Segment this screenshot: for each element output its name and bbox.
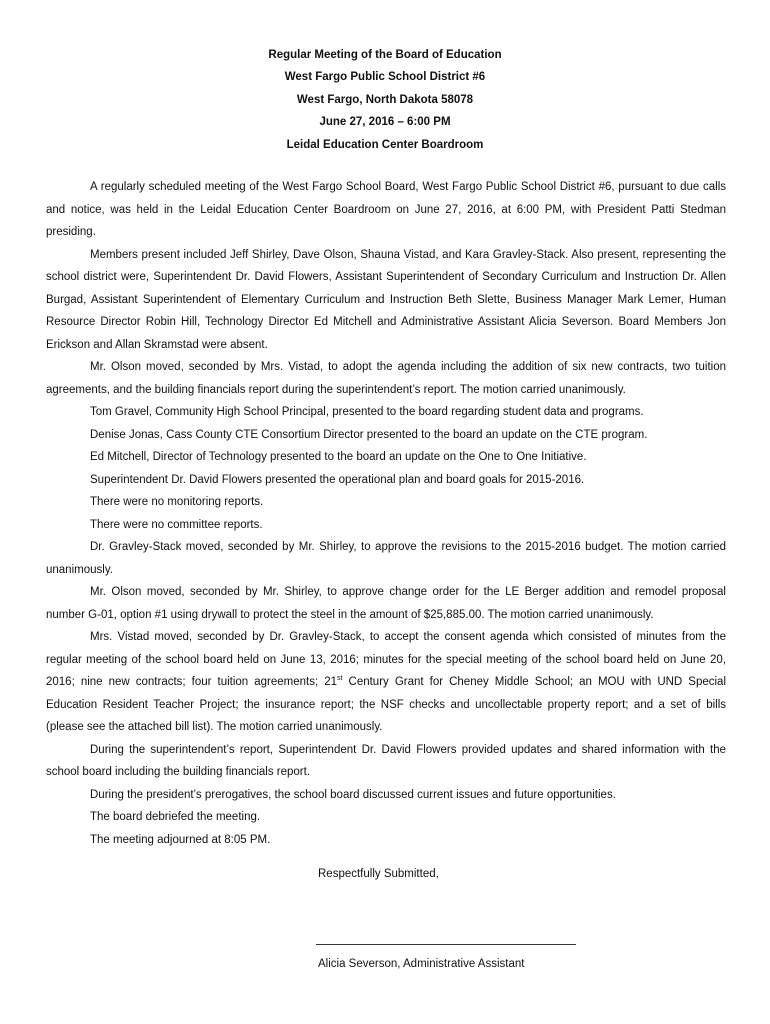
paragraph-presentation-chs: Tom Gravel, Community High School Principal, presented to the board regarding student data and programs. <box>90 406 644 418</box>
header-venue: Leidal Education Center Boardroom <box>286 138 484 151</box>
signature-name: Alicia Severson, Administrative Assistant <box>318 958 525 970</box>
paragraph-agenda-motion: Mr. Olson moved, seconded by Mrs. Vistad, to adopt the agenda including the addition of six new contracts, two tuition agreements, and the building financials report during the superintendent’s report. The motion carried unanimously. <box>46 361 726 396</box>
paragraph-monitoring-reports: There were no monitoring reports. <box>90 496 264 508</box>
header-date-time: June 27, 2016 – 6:00 PM <box>319 116 451 129</box>
minutes-body <box>46 176 726 851</box>
signature-line <box>316 944 576 945</box>
header-location: West Fargo, North Dakota 58078 <box>296 93 474 106</box>
consent-agenda-text-a: Mrs. Vistad moved, seconded by Dr. Gravley-Stack, to accept the consent agenda which consisted of minutes from the regular meeting of the school board held on June 13, 2016; minutes for the special meeting of the school board held on June 20, 2016; nine new contracts; four tuition agreements; 21 <box>46 631 726 688</box>
closing-text: Respectfully Submitted, <box>318 868 439 880</box>
paragraph-operational-plan: Superintendent Dr. David Flowers presented the operational plan and board goals for 2015-2016. <box>90 473 585 486</box>
paragraph-debrief: The board debriefed the meeting. <box>90 811 261 823</box>
header-district: West Fargo Public School District #6 <box>284 71 486 84</box>
header-title: Regular Meeting of the Board of Education <box>268 49 502 61</box>
paragraph-budget-motion: Dr. Gravley-Stack moved, seconded by Mr. Shirley, to approve the revisions to the 2015-2016 budget. The motion carried unanimously. <box>46 541 726 576</box>
paragraph-change-order-motion: Mr. Olson moved, seconded by Mr. Shirley, to approve change order for the LE Berger addition and remodel proposal number G-01, option #1 using drywall to protect the steel in the amount of $25,885.00. The motion carried unanimously. <box>46 586 726 621</box>
paragraph-presentation-cte: Denise Jonas, Cass County CTE Consortium Director presented to the board an update on the CTE program. <box>90 428 648 441</box>
paragraph-attendance: Members present included Jeff Shirley, Dave Olson, Shauna Vistad, and Kara Gravley-Stack. Also present, representing the school district were, Superintendent Dr. David Flowers, Assistant Superintendent of Secondary Curriculum and Instruction Dr. Allen Burgad, Assistant Superintendent of Elementary Curriculum and Instruction Beth Slette, Business Manager Mark Lemer, Human Resource Director Robin Hill, Technology Director Ed Mitchell and Administrative Assistant Alicia Severson. Board Members Jon Erickson and Allan Skramstad were absent. <box>46 248 726 351</box>
paragraph-presentation-technology: Ed Mitchell, Director of Technology presented to the board an update on the One to One Initiative. <box>90 451 587 463</box>
paragraph-president-prerogatives: During the president’s prerogatives, the school board discussed current issues and future opportunities. <box>90 788 616 801</box>
paragraph-consent-agenda <box>46 626 726 739</box>
ordinal-suffix: st <box>337 675 343 683</box>
paragraph-committee-reports: There were no committee reports. <box>90 518 263 531</box>
paragraph-superintendent-report: During the superintendent’s report, Superintendent Dr. David Flowers provided updates and shared information with the school board including the building financials report. <box>46 743 726 778</box>
paragraph-adjournment: The meeting adjourned at 8:05 PM. <box>90 833 271 846</box>
consent-agenda-text-b: Century Grant for Cheney Middle School; an MOU with UND Special Education Resident Teacher Project; the insurance report; the NSF checks and uncollectable property report; and a set of bills (please see the attached bill list). The motion carried unanimously. <box>46 676 726 733</box>
paragraph-call-to-order: A regularly scheduled meeting of the West Fargo School Board, West Fargo Public School District #6, pursuant to due calls and notice, was held in the Leidal Education Center Boardroom on June 27, 2016, at 6:00 PM, with President Patti Stedman presiding. <box>46 181 726 238</box>
meeting-header <box>0 44 770 156</box>
